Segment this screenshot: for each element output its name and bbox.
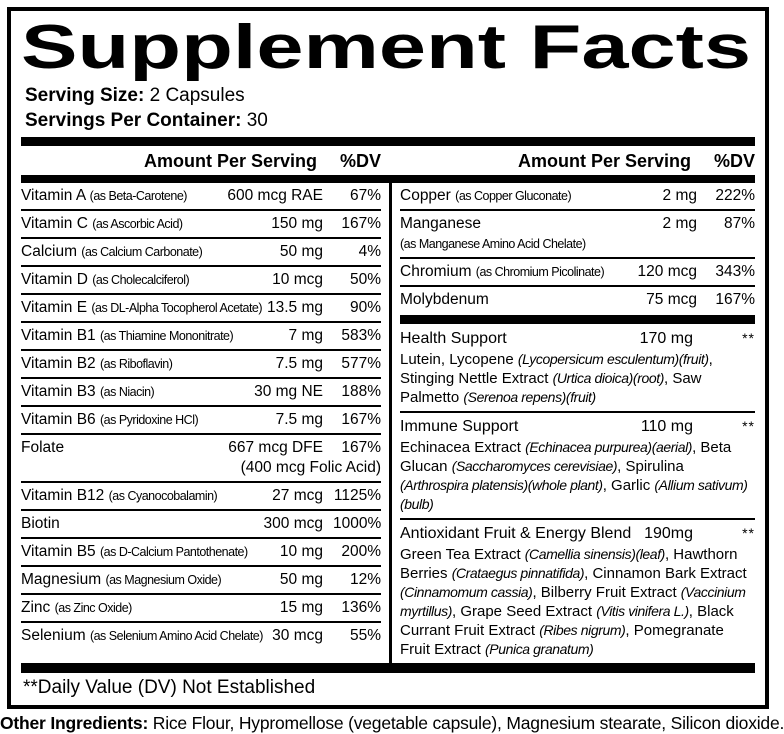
nutrient-name: Calcium [21,243,82,260]
ingredient-name: , Garlic [602,477,655,494]
nutrient-amount: 150 mg [271,215,323,232]
nutrient-dv-percent: 136% [341,599,381,616]
nutrient-dv-percent: 577% [341,355,381,372]
nutrient-name: Vitamin C [21,215,93,232]
nutrient-name-cell [21,542,280,562]
nutrient-dv-percent: 167% [341,215,381,232]
nutrient-amount: 27 mcg [272,487,323,504]
botanical-latin-name: (Punica granatum) [485,641,594,657]
nutrient-amount: 7.5 mg [275,355,323,372]
right-column-header [400,146,755,175]
nutrient-source-detail: (as Cholecalciferol) [92,273,190,287]
serving-info [25,83,755,133]
other-ingredients-label: Other Ingredients: [0,713,149,733]
nutrient-dv-percent: 50% [349,271,381,288]
botanical-latin-name: (Vitis vinifera L.) [596,603,689,619]
nutrient-name-cell [400,214,663,254]
nutrient-name: Chromium [400,263,476,280]
botanical-latin-name: (Crataegus pinnatifida) [451,565,585,581]
blend-amount: 110 mg [640,418,693,435]
nutrient-row [400,257,755,285]
nutrient-source-detail: (as Riboflavin) [99,357,173,371]
servings-per-container-label: Servings Per Container: [25,110,242,131]
nutrient-dv-percent: 222% [715,187,755,204]
ingredient-name: , Bilberry Fruit Extract [532,584,681,601]
nutrient-row [21,509,381,537]
nutrient-source-detail: (as Pyridoxine HCl) [99,413,199,427]
left-column-header [21,146,381,175]
blend-header-row [400,325,755,350]
nutrient-source-detail: (as Chromium Picolinate) [475,265,605,279]
nutrient-source-detail: (as Copper Gluconate) [455,189,572,203]
nutrient-source-detail: (as Cyanocobalamin) [108,489,218,503]
nutrient-name-cell [21,298,267,318]
nutrient-name-cell [21,514,264,534]
ingredient-name: , Pomegranate Fruit Extract [400,622,724,658]
dv-header-right: %DV [713,151,755,171]
nutrient-source-detail: (as Beta-Carotene) [89,189,187,203]
nutrient-amount: 300 mcg [263,515,323,532]
botanical-latin-name: (Urtica dioica)(root) [552,370,664,386]
nutrient-amount: 50 mg [279,571,323,588]
ingredient-name: , Beta Glucan [400,439,732,475]
nutrient-amount: 7.5 mg [275,411,323,428]
nutrient-row [21,321,381,349]
nutrient-source-detail: (as Ascorbic Acid) [92,217,183,231]
blend-dv-asterisks: ** [742,330,755,346]
nutrient-name: Copper [400,187,456,204]
nutrient-dv-percent: 87% [723,215,755,232]
botanical-latin-name: (Serenoa repens)(fruit) [463,389,596,405]
nutrient-row [21,621,381,649]
nutrient-name: Molybdenum [400,291,489,308]
nutrient-row [21,537,381,565]
amount-per-serving-header-right: Amount Per Serving [517,151,691,171]
left-nutrient-column [21,183,381,663]
nutrient-source-detail: (as Niacin) [99,385,155,399]
nutrient-name-cell [400,262,638,282]
nutrient-dv-percent: 188% [341,383,381,400]
nutrient-dv-percent: 4% [358,243,381,260]
nutrient-name: Vitamin B6 [21,411,100,428]
other-ingredients-text: Rice Flour, Hypromellose (vegetable capsule), Magnesium stearate, Silicon dioxide. [148,713,784,733]
ingredient-name: Lutein, Lycopene [400,351,518,368]
nutrient-row [400,285,755,313]
nutrient-row [21,433,381,481]
nutrient-row [21,565,381,593]
nutrient-source-detail: (as Magnesium Oxide) [105,573,222,587]
nutrient-dv-percent: 55% [349,627,381,644]
botanical-latin-name: (Cinnamomum cassia) [400,584,533,600]
divider-bar-bottom [21,663,755,673]
nutrient-source-detail: (as Zinc Oxide) [54,601,132,615]
nutrient-name: Selenium [21,627,90,644]
nutrient-row [21,349,381,377]
nutrient-name-cell [400,186,663,206]
nutrient-source-detail: (as DL-Alpha Tocopherol Acetate) [91,301,263,315]
dv-header-left: %DV [339,151,381,171]
daily-value-footnote: **Daily Value (DV) Not Established [23,677,316,698]
blend-sections [400,325,755,663]
nutrient-dv-percent: 583% [341,327,381,344]
nutrient-name-cell [21,598,280,618]
blend-amount: 190mg [644,525,693,542]
nutrient-amount: 2 mg [662,187,697,204]
ingredient-name: , Stinging Nettle Extract [400,351,713,387]
nutrient-name-cell [400,290,646,310]
nutrient-amount: 10 mcg [272,271,323,288]
blend-dv-asterisks: ** [742,418,755,434]
nutrient-name: Vitamin B12 [21,487,109,504]
servings-per-container-value: 30 [241,110,268,131]
nutrient-amount: 13.5 mg [266,299,323,316]
botanical-latin-name: (Vaccinium myrtillus) [400,584,746,619]
botanical-latin-name: (Camellia sinensis)(leaf) [524,546,665,562]
botanical-latin-name: (Echinacea purpurea)(aerial) [525,439,693,455]
serving-size-label: Serving Size: [25,85,145,106]
blend-amount: 170 mg [639,330,693,347]
ingredient-name: , Hawthorn Berries [400,546,738,582]
nutrient-amount: 120 mcg [637,263,697,280]
nutrient-source-detail: (as D-Calcium Pantothenate) [99,545,248,559]
nutrient-row [21,405,381,433]
nutrient-columns [21,183,755,663]
nutrient-amount: 2 mg [662,215,697,232]
nutrient-name: Magnesium [21,571,106,588]
nutrient-row [21,237,381,265]
blend-section [400,411,755,518]
nutrient-amount: 600 mcg RAE [227,187,323,204]
nutrient-name: Vitamin B1 [21,327,100,344]
mineral-rows [400,183,755,313]
nutrient-name: Vitamin A [21,187,90,204]
nutrient-name-cell [21,570,280,590]
nutrient-name: Zinc [21,599,55,616]
nutrient-row [21,293,381,321]
botanical-latin-name: (Saccharomyces cerevisiae) [451,458,618,474]
nutrient-name-cell [21,626,272,646]
blend-name: Antioxidant Fruit & Energy Blend [400,525,632,542]
nutrient-dv-percent: 90% [349,299,381,316]
nutrient-name: Biotin [21,515,60,532]
nutrient-name: Vitamin B2 [21,355,100,372]
nutrient-dv-percent: 167% [341,411,381,428]
nutrient-dv-percent: 343% [715,263,755,280]
ingredient-name: Green Tea Extract [400,546,525,563]
nutrient-row [400,209,755,257]
nutrient-row [21,593,381,621]
botanical-latin-name: (Lycopersicum esculentum)(fruit) [517,351,709,367]
ingredient-name: , Spirulina [617,458,684,475]
nutrient-name-cell [21,270,272,290]
blend-section [400,325,755,411]
nutrient-name: Vitamin E [21,299,92,316]
blend-header-row [400,520,755,545]
panel-title: Supplement Facts [21,13,751,82]
nutrient-name-cell [21,410,276,430]
blend-ingredients-text [400,438,755,518]
nutrient-amount: 7 mg [288,327,323,344]
column-headers [21,146,755,175]
right-nutrient-column [400,183,755,663]
divider-bar-blends [400,315,755,324]
nutrient-dv-percent: 167% [341,439,381,456]
nutrient-dv-percent: 1000% [333,515,382,532]
supplement-facts-panel [7,7,769,709]
other-ingredients-line [0,709,784,734]
nutrient-name-cell [21,214,271,234]
ingredient-name: , Black Currant Fruit Extract [400,603,734,639]
nutrient-dv-percent: 1125% [333,487,381,504]
nutrient-row [21,377,381,405]
nutrient-source-detail: (as Manganese Amino Acid Chelate) [400,237,586,251]
blend-ingredients-text [400,545,755,663]
botanical-latin-name: (Allium sativum)(bulb) [400,477,748,512]
nutrient-row [21,481,381,509]
nutrient-dv-percent: 12% [349,571,381,588]
botanical-latin-name: (Arthrospira platensis)(whole plant) [400,477,603,493]
nutrient-name: Manganese [400,215,482,232]
column-divider [389,183,392,663]
blend-header-row [400,413,755,438]
serving-size-value: 2 Capsules [144,85,245,106]
nutrient-row [400,183,755,209]
nutrient-name: Folate [21,439,65,456]
blend-ingredients-text [400,350,755,411]
nutrient-name-cell [21,382,254,402]
nutrient-name-cell [21,242,280,262]
divider-bar-top [21,137,755,146]
nutrient-amount: 30 mg NE [254,383,323,400]
nutrient-name-cell [21,186,227,206]
nutrient-name: Vitamin B5 [21,543,100,560]
nutrient-row [21,209,381,237]
divider-bar-under-headers [21,175,755,183]
nutrient-amount: 15 mg [279,599,323,616]
ingredient-name: Echinacea Extract [400,439,526,456]
blend-dv-asterisks: ** [742,525,755,541]
nutrient-dv-percent: 200% [341,543,381,560]
ingredient-name: , Cinnamon Bark Extract [584,565,747,582]
nutrient-amount: 667 mcg DFE [228,439,323,456]
ingredient-name: , Saw Palmetto [400,370,702,406]
servings-per-container-line [25,108,755,133]
blend-name: Health Support [400,330,507,347]
nutrient-name: Vitamin B3 [21,383,100,400]
nutrient-dv-percent: 67% [349,187,381,204]
serving-size-line [25,83,755,108]
nutrient-source-detail: (as Calcium Carbonate) [81,245,203,259]
ingredient-name: , Grape Seed Extract [452,603,597,620]
nutrient-name-cell [21,354,276,374]
amount-per-serving-header-left: Amount Per Serving [143,151,317,171]
nutrient-name-cell [21,326,289,346]
nutrient-dv-percent: 167% [715,291,755,308]
nutrient-source-detail: (as Selenium Amino Acid Chelate) [89,629,263,643]
nutrient-row [21,265,381,293]
panel-title-graphic [21,13,755,82]
nutrient-row [21,183,381,209]
blend-section [400,518,755,663]
nutrient-amount: 75 mcg [646,291,697,308]
nutrient-amount: 30 mcg [272,627,323,644]
nutrient-source-detail: (as Thiamine Mononitrate) [99,329,234,343]
nutrient-name: Vitamin D [21,271,93,288]
blend-name: Immune Support [400,418,519,435]
botanical-latin-name: (Ribes nigrum) [539,622,626,638]
nutrient-amount: 50 mg [279,243,323,260]
nutrient-name-cell [21,438,228,458]
nutrient-amount-note: (400 mcg Folic Acid) [240,459,381,476]
nutrient-amount: 10 mg [279,543,323,560]
nutrient-name-cell [21,486,272,506]
